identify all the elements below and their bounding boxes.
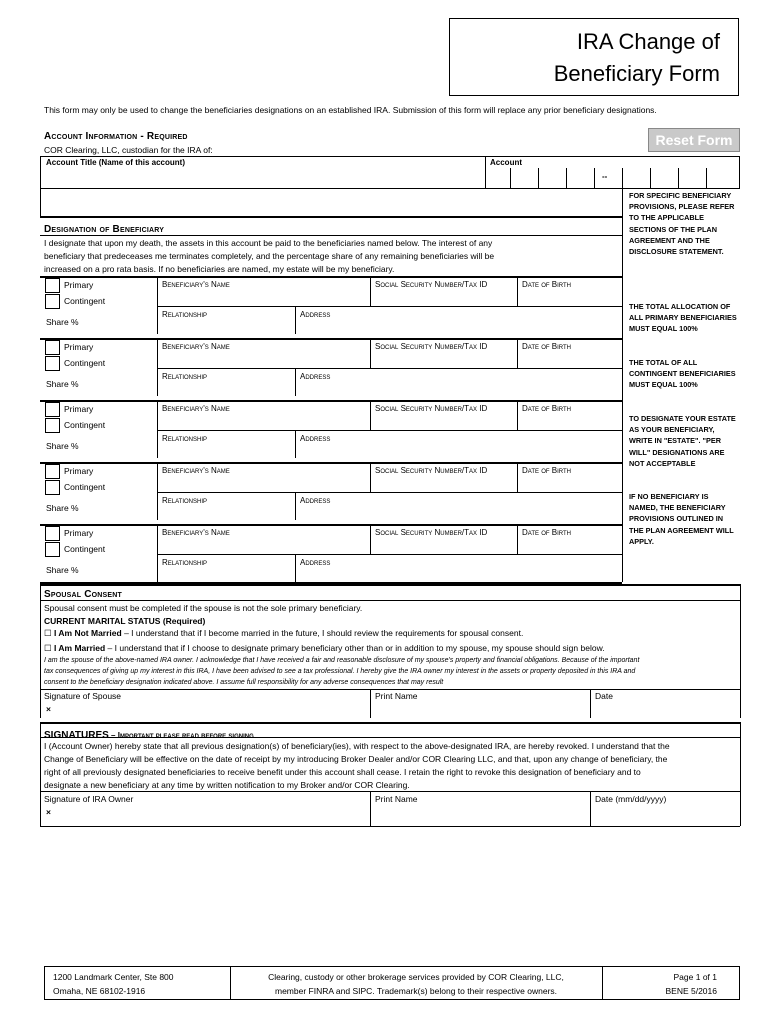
sidebar-provisions-note: FOR SPECIFIC BENEFICIARY PROVISIONS, PLEASE REFER TO THE APPLICABLE SECTIONS OF THE PLAN AGREEMENT AND THE DISCLOSURE STATEMENT. <box>629 191 735 257</box>
beneficiary-name-input-3[interactable] <box>158 414 368 428</box>
designation-text-3: increased on a pro rata basis. If no beneficiaries are named, my estate will be my beneficiary. <box>44 264 395 274</box>
relationship-input-5[interactable] <box>158 566 294 580</box>
ssn-input-3[interactable] <box>371 414 516 428</box>
contingent-checkbox-1[interactable] <box>45 294 60 309</box>
address-label-4: Address <box>300 496 331 505</box>
dob-input-4[interactable] <box>518 476 621 490</box>
address-input-4[interactable] <box>296 504 621 518</box>
ssn-label-3: Social Security Number/Tax ID <box>375 404 488 413</box>
primary-label-2: Primary <box>64 342 94 352</box>
spouse-print-name-label: Print Name <box>375 691 418 701</box>
contingent-checkbox-5[interactable] <box>45 542 60 557</box>
spousal-consent-text-1: I am the spouse of the above-named IRA owner. I acknowledge that I have received a fair and reasonable disclosure of my spouse's property and financial obligations. Because of the important <box>44 657 640 664</box>
ssn-input-5[interactable] <box>371 538 516 552</box>
share-input-3[interactable] <box>84 438 154 452</box>
share-input-1[interactable] <box>84 314 154 328</box>
contingent-label-3: Contingent <box>64 420 106 430</box>
spouse-signature-label: Signature of Spouse <box>44 691 122 701</box>
account-title-input[interactable] <box>41 168 485 188</box>
footer-disclosure-1: Clearing, custody or other brokerage services provided by COR Clearing, LLC, <box>268 972 564 982</box>
relationship-label-2: Relationship <box>162 372 208 381</box>
relationship-input-3[interactable] <box>158 442 294 456</box>
share-input-5[interactable] <box>84 562 154 576</box>
sidebar-no-beneficiary-note: IF NO BENEFICIARY IS NAMED, THE BENEFICIARY PROVISIONS OUTLINED IN THE PLAN AGREEMENT WILL APPLY. <box>629 492 734 546</box>
dob-label-5: Date of Birth <box>522 528 572 537</box>
beneficiary-name-input-1[interactable] <box>158 290 368 304</box>
share-label-4: Share % <box>46 503 79 513</box>
ssn-label-4: Social Security Number/Tax ID <box>375 466 488 475</box>
beneficiary-name-label-4: Beneficiary's Name <box>162 466 230 475</box>
contingent-checkbox-3[interactable] <box>45 418 60 433</box>
primary-checkbox-4[interactable] <box>45 464 60 479</box>
primary-checkbox-5[interactable] <box>45 526 60 541</box>
address-input-5[interactable] <box>296 566 621 580</box>
spousal-consent-text-2: tax consequences of giving up my interest in this IRA, I have been advised to see a tax professional. I hereby give the IRA owner my interest in the assets or property deposited in this IRA and <box>44 668 636 675</box>
ssn-label-1: Social Security Number/Tax ID <box>375 280 488 289</box>
relationship-label-4: Relationship <box>162 496 208 505</box>
address-input-1[interactable] <box>296 318 621 332</box>
spousal-heading: Spousal Consent <box>44 589 123 600</box>
relationship-label-1: Relationship <box>162 310 208 319</box>
signatures-text-3: right of all previously designated beneficiaries to receive benefit under this account shall cease. I retain the right to revoke this designation of beneficiary and to <box>44 767 641 777</box>
account-heading: Account Information - Required <box>44 131 188 142</box>
account-number-input[interactable] <box>486 168 739 188</box>
form-title-line2: Beneficiary Form <box>553 61 720 86</box>
relationship-input-1[interactable] <box>158 318 294 332</box>
form-title-box <box>449 18 739 96</box>
signatures-text-1: I (Account Owner) hereby state that all previous designation(s) of beneficiary(ies), with respect to the above-designated IRA, are hereby revoked. I understand that the <box>44 741 670 751</box>
married-option[interactable] <box>44 643 605 654</box>
spouse-signature-input[interactable] <box>56 700 366 716</box>
beneficiary-name-label-1: Beneficiary's Name <box>162 280 230 289</box>
married-text: – I understand that if I choose to designate primary beneficiary other than or in addition to my spouse, my spouse should sign below. <box>105 643 605 653</box>
account-title-label: Account Title (Name of this account) <box>46 158 185 167</box>
account-dashes: -- <box>602 172 608 181</box>
relationship-input-2[interactable] <box>158 380 294 394</box>
beneficiary-name-label-3: Beneficiary's Name <box>162 404 230 413</box>
owner-signature-label: Signature of IRA Owner <box>44 794 134 804</box>
dob-input-5[interactable] <box>518 538 621 552</box>
beneficiary-name-label-5: Beneficiary's Name <box>162 528 230 537</box>
address-input-3[interactable] <box>296 442 621 456</box>
not-married-option[interactable] <box>44 628 523 639</box>
owner-date-label: Date (mm/dd/yyyy) <box>595 794 667 804</box>
address-label-1: Address <box>300 310 331 319</box>
primary-label-4: Primary <box>64 466 94 476</box>
custodian-text: COR Clearing, LLC, custodian for the IRA of: <box>44 145 213 155</box>
spouse-print-name-input[interactable] <box>372 700 588 716</box>
ssn-label-2: Social Security Number/Tax ID <box>375 342 488 351</box>
dob-input-1[interactable] <box>518 290 621 304</box>
marital-status-heading: CURRENT MARITAL STATUS (Required) <box>44 616 206 626</box>
contingent-label-2: Contingent <box>64 358 106 368</box>
footer-address-2: Omaha, NE 68102-1916 <box>53 986 146 996</box>
signatures-heading-main: SIGNATURES <box>44 730 109 741</box>
signatures-text-2: Change of Beneficiary will be effective on the date of receipt by my introducing Broker Dealer and/or COR Clearing LLC, and that, upon any change of beneficiary, the <box>44 754 668 764</box>
owner-print-name-label: Print Name <box>375 794 418 804</box>
beneficiary-name-input-4[interactable] <box>158 476 368 490</box>
owner-date-input[interactable] <box>592 804 738 822</box>
reset-form-button[interactable]: Reset Form <box>648 128 740 152</box>
beneficiary-name-label-2: Beneficiary's Name <box>162 342 230 351</box>
primary-label-3: Primary <box>64 404 94 414</box>
sidebar-primary-note: THE TOTAL ALLOCATION OF ALL PRIMARY BENEFICIARIES MUST EQUAL 100% <box>629 302 737 334</box>
share-label-2: Share % <box>46 379 79 389</box>
beneficiary-name-input-2[interactable] <box>158 352 368 366</box>
footer <box>44 966 740 1000</box>
dob-label-3: Date of Birth <box>522 404 572 413</box>
signatures-text-4: designate a new beneficiary at any time by written notification to my Broker and/or COR Clearing. <box>44 780 410 790</box>
share-label-1: Share % <box>46 317 79 327</box>
dob-input-3[interactable] <box>518 414 621 428</box>
relationship-label-5: Relationship <box>162 558 208 567</box>
address-label-2: Address <box>300 372 331 381</box>
contingent-label-1: Contingent <box>64 296 106 306</box>
sidebar-estate-note: TO DESIGNATE YOUR ESTATE AS YOUR BENEFICIARY, WRITE IN "ESTATE". "PER WILL" DESIGNATIONS ARE NOT ACCEPTABLE <box>629 414 736 468</box>
owner-print-name-input[interactable] <box>372 804 588 822</box>
ssn-label-5: Social Security Number/Tax ID <box>375 528 488 537</box>
not-married-checkbox[interactable]: ☐ <box>44 628 52 638</box>
form-intro: This form may only be used to change the beneficiaries designations on an established IRA. Submission of this form will replace any prior beneficiary designations. <box>44 105 657 115</box>
address-label-3: Address <box>300 434 331 443</box>
dob-label-2: Date of Birth <box>522 342 572 351</box>
share-input-4[interactable] <box>84 500 154 514</box>
designation-text-1: I designate that upon my death, the assets in this account be paid to the beneficiaries named below. The interest of any <box>44 238 493 248</box>
contingent-label-4: Contingent <box>64 482 106 492</box>
designation-text-2: beneficiary that predeceases me terminates completely, and the percentage share of any remaining beneficiaries will be <box>44 251 495 261</box>
relationship-input-4[interactable] <box>158 504 294 518</box>
primary-checkbox-1[interactable] <box>45 278 60 293</box>
primary-label-5: Primary <box>64 528 94 538</box>
footer-disclosure-2: member FINRA and SIPC. Trademark(s) belong to their respective owners. <box>274 986 558 996</box>
address-input-2[interactable] <box>296 380 621 394</box>
form-title-line1: IRA Change of <box>576 29 720 54</box>
share-label-5: Share % <box>46 565 79 575</box>
contingent-label-5: Contingent <box>64 544 106 554</box>
spousal-consent-text-3: consent to the beneficiary designation indicated above. I assume full responsibility for any adverse consequences that may result <box>44 679 444 686</box>
ssn-input-1[interactable] <box>371 290 516 304</box>
spouse-date-input[interactable] <box>592 700 738 716</box>
ssn-input-2[interactable] <box>371 352 516 366</box>
beneficiary-name-input-5[interactable] <box>158 538 368 552</box>
not-married-label: I Am Not Married <box>54 628 122 638</box>
dob-input-2[interactable] <box>518 352 621 366</box>
owner-signature-input[interactable] <box>56 804 366 822</box>
married-label: I Am Married <box>54 643 106 653</box>
footer-form-code: BENE 5/2016 <box>665 986 717 996</box>
not-married-text: – I understand that if I become married in the future, I should review the requirements for spousal consent. <box>121 628 524 638</box>
relationship-label-3: Relationship <box>162 434 208 443</box>
address-label-5: Address <box>300 558 331 567</box>
share-label-3: Share % <box>46 441 79 451</box>
owner-signature-x: × <box>46 807 51 817</box>
primary-checkbox-3[interactable] <box>45 402 60 417</box>
signatures-heading-sub: – Important please read before signing <box>108 731 254 740</box>
ssn-input-4[interactable] <box>371 476 516 490</box>
spouse-signature-x: × <box>46 704 51 714</box>
share-input-2[interactable] <box>84 376 154 390</box>
account-number-label: Account <box>490 158 522 167</box>
dob-label-1: Date of Birth <box>522 280 572 289</box>
primary-checkbox-2[interactable] <box>45 340 60 355</box>
footer-page: Page 1 of 1 <box>673 972 717 982</box>
footer-address-1: 1200 Landmark Center, Ste 800 <box>53 972 174 982</box>
designation-heading: Designation of Beneficiary <box>44 224 165 235</box>
contingent-checkbox-2[interactable] <box>45 356 60 371</box>
primary-label-1: Primary <box>64 280 94 290</box>
spouse-date-label: Date <box>595 691 613 701</box>
married-checkbox[interactable]: ☐ <box>44 643 52 653</box>
spousal-intro: Spousal consent must be completed if the spouse is not the sole primary beneficiary. <box>44 603 363 613</box>
dob-label-4: Date of Birth <box>522 466 572 475</box>
contingent-checkbox-4[interactable] <box>45 480 60 495</box>
sidebar-contingent-note: THE TOTAL OF ALL CONTINGENT BENEFICIARIES MUST EQUAL 100% <box>629 358 736 390</box>
